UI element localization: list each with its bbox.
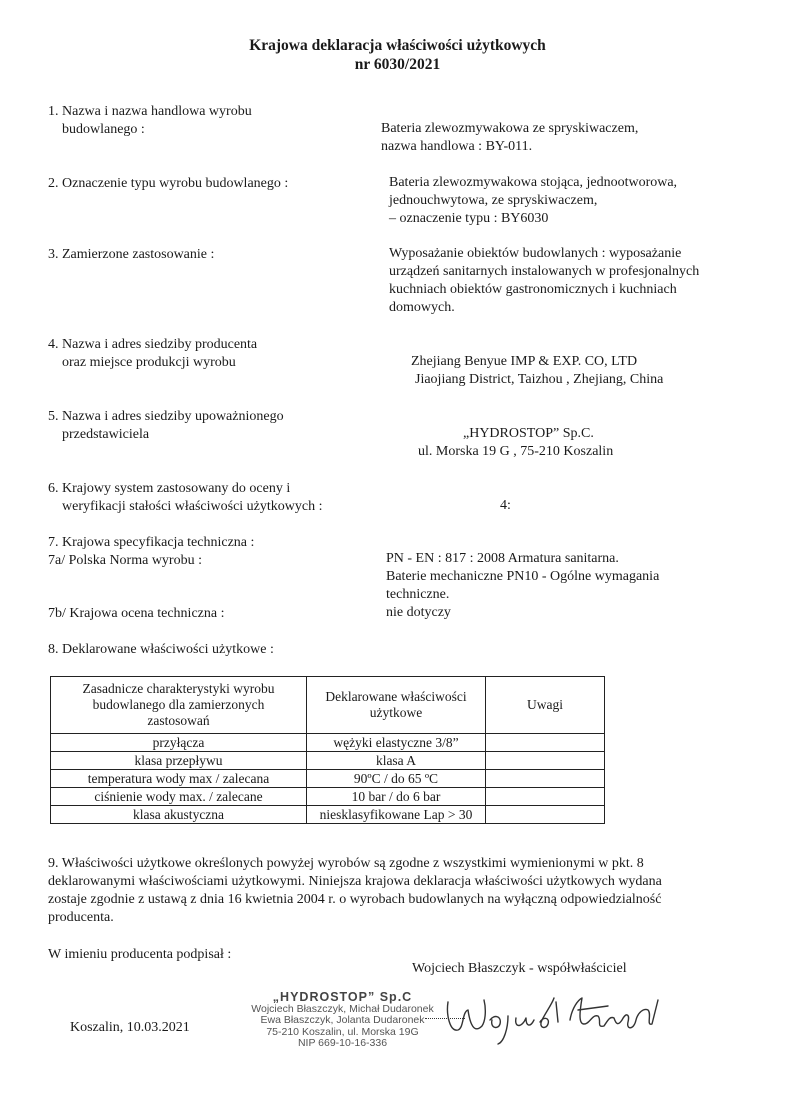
item2-label: 2. Oznaczenie typu wyrobu budowlanego :: [48, 176, 289, 191]
item5-label: 5. Nazwa i adres siedziby upoważnionego: [48, 409, 284, 424]
declaration-number: nr 6030/2021: [354, 56, 441, 73]
representative-address: ul. Morska 19 G , 75-210 Koszalin: [418, 444, 614, 459]
item7a-label: 7a/ Polska Norma wyrobu :: [48, 553, 202, 568]
row-declared: 10 bar / do 6 bar: [307, 788, 486, 806]
stamp-line: Wojciech Błaszczyk, Michał Dudaronek: [251, 1002, 434, 1015]
row-declared: 90ºC / do 65 ºC: [307, 770, 486, 788]
row-declared: niesklasyfikowane Lap > 30: [307, 806, 486, 824]
company-stamp: [250, 992, 435, 1050]
item1-label-cont: budowlanego :: [62, 122, 145, 137]
row-characteristic: klasa akustyczna: [51, 806, 307, 824]
producer-name: Zhejiang Benyue IMP & EXP. CO, LTD: [411, 354, 638, 369]
place-date: Koszalin, 10.03.2021: [70, 1020, 190, 1035]
row-remarks: [486, 788, 605, 806]
header-characteristics-l2: budowlanego dla zamierzonych: [92, 697, 265, 712]
item7b-value: nie dotyczy: [386, 605, 451, 620]
item3-value-l2: urządzeń sanitarnych instalowanych w profesjonalnych: [389, 264, 700, 279]
statement-l4: producenta.: [48, 910, 114, 925]
properties-table: [50, 676, 605, 824]
row-characteristic: klasa przepływu: [51, 752, 307, 770]
representative-name: „HYDROSTOP” Sp.C.: [463, 426, 594, 441]
item7a-value-l3: techniczne.: [386, 587, 450, 602]
item3-label: 3. Zamierzone zastosowanie :: [48, 247, 215, 262]
item6-label: 6. Krajowy system zastosowany do oceny i: [48, 481, 291, 496]
table-header-row: [51, 677, 605, 734]
row-remarks: [486, 770, 605, 788]
item5-label-cont: przedstawiciela: [62, 427, 150, 442]
header-declared: [307, 677, 486, 734]
item1-label: 1. Nazwa i nazwa handlowa wyrobu: [48, 104, 252, 119]
table-row: [51, 734, 605, 752]
row-remarks: [486, 752, 605, 770]
row-declared: wężyki elastyczne 3/8”: [307, 734, 486, 752]
stamp-line: 75-210 Koszalin, ul. Morska 19G: [266, 1025, 419, 1038]
statement-l1: 9. Właściwości użytkowe określonych powyżej wyrobów są zgodne z wszystkimi wymienionymi w pkt. 8: [48, 856, 644, 871]
item2-value: Bateria zlewozmywakowa stojąca, jednootworowa,: [389, 175, 678, 190]
handwritten-signature: [438, 990, 678, 1050]
header-remarks: Uwagi: [486, 677, 605, 734]
item1-value-cont: nazwa handlowa : BY-011.: [381, 139, 533, 154]
item1-value: Bateria zlewozmywakowa ze spryskiwaczem,: [381, 121, 639, 136]
item8-label: 8. Deklarowane właściwości użytkowe :: [48, 642, 274, 657]
item7-label: 7. Krajowa specyfikacja techniczna :: [48, 535, 255, 550]
header-characteristics-l3: zastosowań: [147, 713, 210, 728]
item6-label-cont: weryfikacji stałości właściwości użytkowych :: [62, 499, 323, 514]
row-remarks: [486, 806, 605, 824]
producer-address: Jiaojiang District, Taizhou , Zhejiang, China: [415, 372, 664, 387]
item7a-value: PN - EN : 817 : 2008 Armatura sanitarna.: [386, 551, 619, 566]
header-characteristics: [51, 677, 307, 734]
table-row: [51, 788, 605, 806]
statement-l2: deklarowanymi właściwościami użytkowymi. Niniejsza krajowa deklaracja właściwości użytkowych wydana: [48, 874, 662, 889]
row-declared: klasa A: [307, 752, 486, 770]
stamp-brand: „HYDROSTOP” Sp.C: [272, 990, 413, 1004]
stamp-line: Ewa Błaszczyk, Jolanta Dudaronek: [260, 1014, 425, 1026]
table-row: [51, 770, 605, 788]
item3-value-l3: kuchniach obiektów gastronomicznych i kuchniach: [389, 282, 677, 297]
document-title: Krajowa deklaracja właściwości użytkowych: [249, 37, 546, 54]
item3-value-l4: domowych.: [389, 300, 455, 315]
header-characteristics-l1: Zasadnicze charakterystyki wyrobu: [82, 681, 275, 696]
header-declared-l2: użytkowe: [369, 705, 423, 720]
item2-value-cont: jednouchwytowa, ze spryskiwaczem,: [389, 193, 598, 208]
row-characteristic: przyłącza: [51, 734, 307, 752]
statement-l3: zostaje zgodnie z ustawą z dnia 16 kwietnia 2004 r. o wyrobach budowlanych na wyłączną odpowiedzialność: [48, 892, 662, 907]
row-characteristic: temperatura wody max / zalecana: [51, 770, 307, 788]
item4-label-cont: oraz miejsce produkcji wyrobu: [62, 355, 236, 370]
item4-label: 4. Nazwa i adres siedziby producenta: [48, 337, 258, 352]
item3-value: Wyposażanie obiektów budowlanych : wyposażanie: [389, 246, 682, 261]
item7b-label: 7b/ Krajowa ocena techniczna :: [48, 606, 225, 621]
row-characteristic: ciśnienie wody max. / zalecane: [51, 788, 307, 806]
row-remarks: [486, 734, 605, 752]
item7a-value-l2: Baterie mechaniczne PN10 - Ogólne wymagania: [386, 569, 660, 584]
signer-name: Wojciech Błaszczyk - współwłaściciel: [412, 961, 627, 976]
signed-by-label: W imieniu producenta podpisał :: [48, 947, 232, 962]
item2-value-type: – oznaczenie typu : BY6030: [389, 211, 549, 226]
stamp-line: NIP 669-10-16-336: [297, 1037, 388, 1049]
table-row: [51, 752, 605, 770]
table-row: [51, 806, 605, 824]
header-declared-l1: Deklarowane właściwości: [325, 689, 467, 704]
item6-value: 4:: [500, 498, 511, 513]
